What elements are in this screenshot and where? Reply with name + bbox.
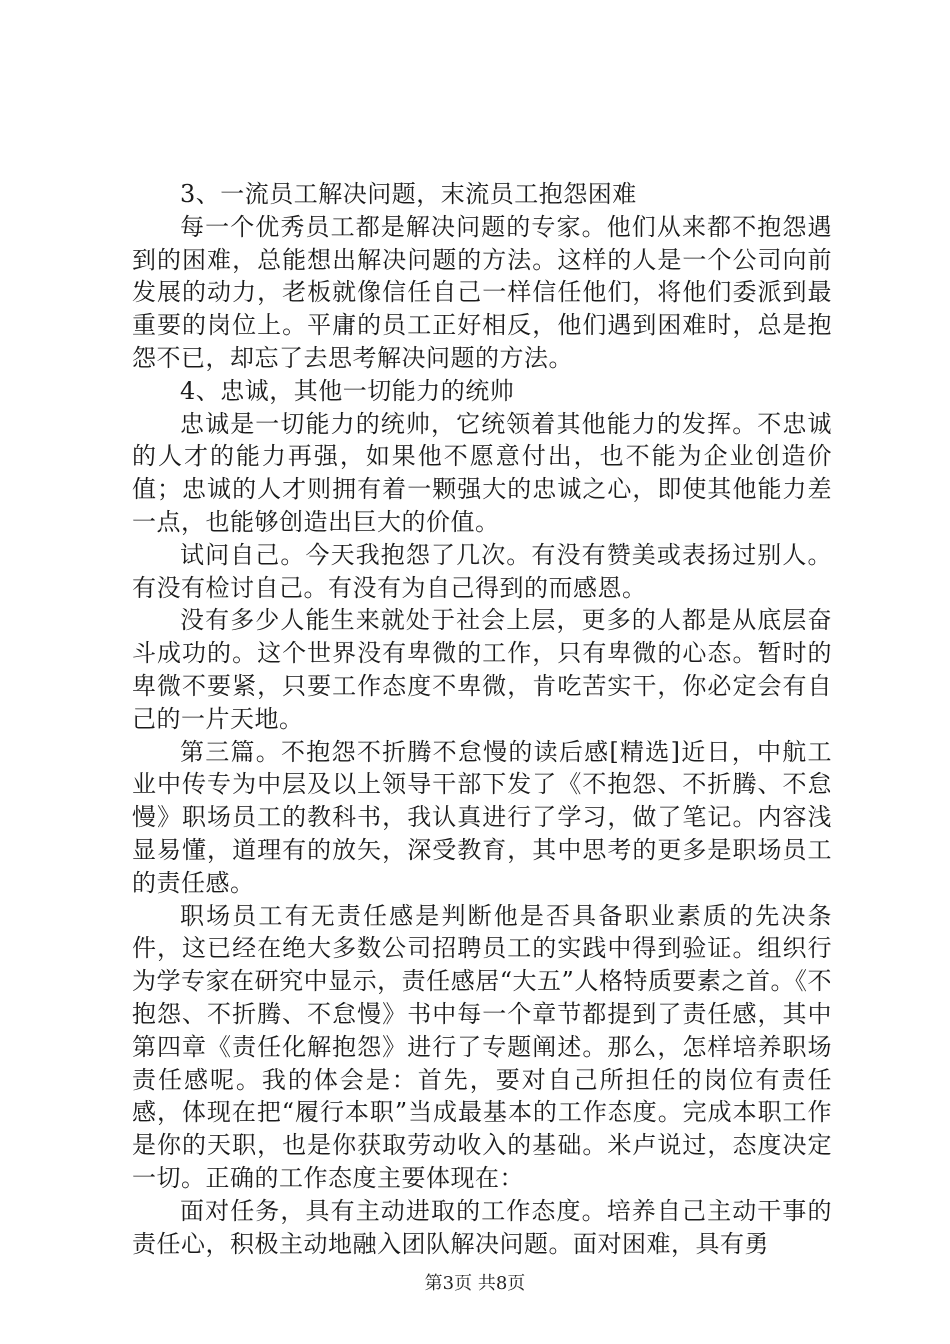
body-paragraph: 忠诚是一切能力的统帅，它统领着其他能力的发挥。不忠诚的人才的能力再强，如果他不愿意付出，也不能为企业创造价值；忠诚的人才则拥有着一颗强大的忠诚之心，即使其他能力差一点，也能够创造出巨大的价值。 <box>132 409 832 536</box>
body-paragraph: 面对任务，具有主动进取的工作态度。培养自己主动干事的责任心，积极主动地融入团队解决问题。面对困难，具有勇 <box>132 1196 832 1258</box>
body-paragraph: 没有多少人能生来就处于社会上层，更多的人都是从底层奋斗成功的。这个世界没有卑微的工作，只有卑微的心态。暂时的卑微不要紧，只要工作态度不卑微，肯吃苦实干，你必定会有自己的一片天地。 <box>132 606 832 733</box>
document-body <box>132 178 832 1260</box>
body-paragraph: 试问自己。今天我抱怨了几次。有没有赞美或表扬过别人。有没有检讨自己。有没有为自己得到的而感恩。 <box>132 540 832 602</box>
section-heading-3: 3、一流员工解决问题，末流员工抱怨困难 <box>180 180 637 208</box>
body-paragraph: 每一个优秀员工都是解决问题的专家。他们从来都不抱怨遇到的困难，总能想出解决问题的方法。这样的人是一个公司向前发展的动力，老板就像信任自己一样信任他们，将他们委派到最重要的岗位上。平庸的员工正好相反，他们遇到困难时，总是抱怨不已，却忘了去思考解决问题的方法。 <box>132 212 832 372</box>
body-paragraph: 第三篇。不抱怨不折腾不怠慢的读后感[精选]近日，中航工业中传专为中层及以上领导干部下发了《不抱怨、不折腾、不怠慢》职场员工的教科书，我认真进行了学习，做了笔记。内容浅显易懂，道理有的放矢，深受教育，其中思考的更多是职场员工的责任感。 <box>132 737 832 897</box>
page-footer: 第3页 共8页 <box>424 1273 526 1294</box>
body-paragraph: 职场员工有无责任感是判断他是否具备职业素质的先决条件，这已经在绝大多数公司招聘员工的实践中得到验证。组织行为学专家在研究中显示，责任感居“大五”人格特质要素之首。《不抱怨、不折腾、不怠慢》书中每一个章节都提到了责任感，其中第四章《责任化解抱怨》进行了专题阐述。那么，怎样培养职场责任感呢。我的体会是：首先，要对自己所担任的岗位有责任感，体现在把“履行本职”当成最基本的工作态度。完成本职工作是你的天职，也是你获取劳动收入的基础。米卢说过，态度决定一切。正确的工作态度主要体现在： <box>132 901 832 1192</box>
section-heading-4: 4、忠诚，其他一切能力的统帅 <box>180 376 515 405</box>
